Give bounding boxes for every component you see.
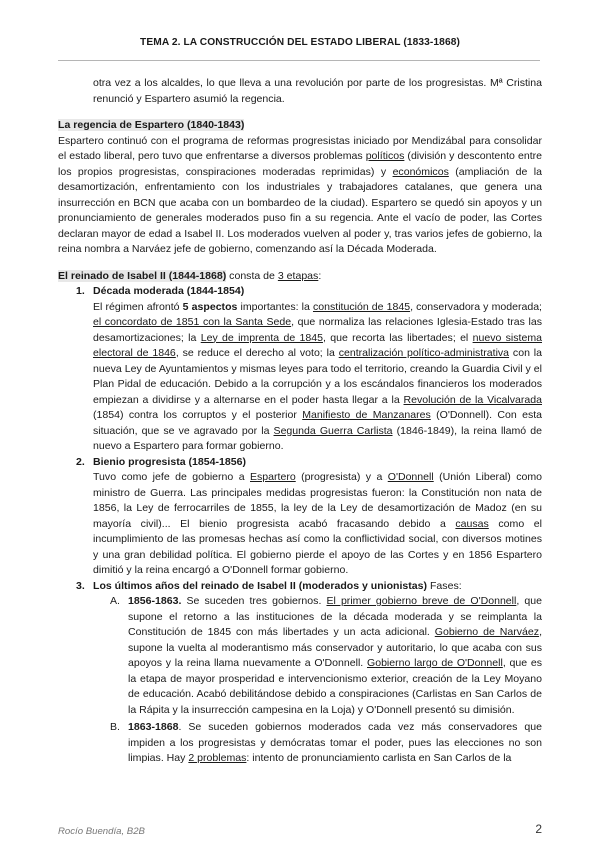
document-body: [58, 76, 542, 767]
header-divider: [58, 60, 540, 61]
fase-paragraph: 1863-1868. Se suceden gobiernos moderados cada vez más conservadores que impiden a los progresistas y demócratas tomar el poder, pues las elecciones no son limpias. Hay 2 problemas: intento de pronunciamiento carlista en San Carlos de la: [128, 721, 542, 764]
etapa-paragraph: El régimen afrontó 5 aspectos importantes: la constitución de 1845, conservadora y moderada; el concordato de 1851 con la Santa Sede, que normaliza las relaciones Iglesia-Estado tras las desamortizaciones; la Ley de imprenta de 1845, que recorta las libertades; el nuevo sistema electoral de 1846, se reduce el derecho al voto; la centralización político-administrativa con la nueva Ley de Ayuntamientos y mismas leyes para todo el territorio, creando la Guardia Civil y el Plan Pidal de educación. Debido a la corrupción y a los escándalos financieros los moderados empiezan a dividirse y a alternarse en el poder hasta llegar a la Revolución de la Vicalvarada (1854) contra los corruptos y el posterior Manifiesto de Manzanares (O'Donnell). Con esta situación, que se ve agravado por la Segunda Guerra Carlista (1846-1849), la reina llamó de nuevo a Espartero para formar gobierno.: [93, 300, 543, 452]
fases-list: [93, 594, 542, 767]
footer-author: Rocío Buendía, B2B: [58, 826, 145, 837]
etapa-title: Bienio progresista (1854-1856): [93, 455, 246, 468]
section-heading-regencia: La regencia de Espartero (1840-1843): [58, 119, 245, 131]
page-number: 2: [535, 822, 542, 836]
fase-paragraph: 1856-1863. Se suceden tres gobiernos. El primer gobierno breve de O'Donnell, que supone el retorno a las instituciones de la década moderada y se reimplanta la Constitución de 1845 con más libertades y un acta adicional. Gobierno de Narváez, supone la vuelta al moderantismo más conservador y autoritario, lo que acaba con sus apoyos y la reina llama nuevamente a O'Donnell. Gobierno largo de O'Donnell, que es la etapa de mayor prosperidad e intervencionismo exterior, creación de la Ley Moyano de educación. Acabó debilitándose debido a conspiraciones (Carlistas en San Carlos de la Rápita y la insurrección campesina en la Loja) y O'Donnell presentó su dimisión.: [128, 595, 542, 716]
etapa-item-1: 1. Década moderada (1844-1854) El régimen afrontó 5 aspectos importantes: la constitución de 1845, conservadora y moderada; el concordato de 1851 con la Santa Sede, que normaliza las relaciones Iglesia-Estado tras las desamortizaciones; la Ley de imprenta de 1845, que recorta las libertades; el nuevo sistema electoral de 1846, se reduce el derecho al voto; la centralización político-administrativa con la nueva Ley de Ayuntamientos y mismas leyes para todo el territorio, creando la Guardia Civil y el Plan Pidal de educación. Debido a la corrupción y a los escándalos financieros los moderados empiezan a dividirse y a alternarse en el poder hasta llegar a la Revolución de la Vicalvarada (1854) contra los corruptos y el posterior Manifiesto de Manzanares (O'Donnell). Con esta situación, que se ve agravado por la Segunda Guerra Carlista (1846-1849), la reina llamó de nuevo a Espartero para formar gobierno.: [58, 284, 542, 455]
etapa-item-2: 2. Bienio progresista (1854-1856) Tuvo como jefe de gobierno a Espartero (progresista) y a O'Donnell (Unión Liberal) como ministro de Guerra. Las principales medidas progresistas fueron: la Constitución non nata de 1856, la Ley de ferrocarriles de 1855, la ley de la Ley de desamortización de Madoz (en su mayoría civil)... El bienio progresista acabó fracasando debido a causas como el incumplimiento de las promesas hechas así como la conflictividad social, con diversos motines y una gran debilidad política. El gobierno pierde el apoyo de las Cortes y en 1856 Espartero dimitió y la reina encargó a O'Donnell formar gobierno.: [58, 455, 542, 579]
section-heading-reinado: El reinado de Isabel II (1844-1868) consta de 3 etapas:: [58, 269, 322, 282]
page-header-title: TEMA 2. LA CONSTRUCCIÓN DEL ESTADO LIBERAL (1833-1868): [140, 37, 460, 48]
intro-paragraph: otra vez a los alcaldes, lo que lleva a una revolución por parte de los progresistas. Mª Cristina renunció y Espartero asumió la regencia.: [93, 77, 542, 105]
etapas-list: [58, 284, 542, 767]
section-regencia: [58, 118, 542, 258]
fase-item-b: B. 1863-1868. Se suceden gobiernos moderados cada vez más conservadores que impiden a los progresistas y demócratas tomar el poder, pues las elecciones no son limpias. Hay 2 problemas: intento de pronunciamiento carlista en San Carlos de la: [93, 720, 542, 767]
fase-item-a: A. 1856-1863. Se suceden tres gobiernos. El primer gobierno breve de O'Donnell, que supone el retorno a las instituciones de la década moderada y se reimplanta la Constitución de 1845 con más libertades y un acta adicional. Gobierno de Narváez, supone la vuelta al moderantismo más conservador y autoritario, lo que acaba con sus apoyos y la reina llama nuevamente a O'Donnell. Gobierno largo de O'Donnell, que es la etapa de mayor prosperidad e intervencionismo exterior, creación de la Ley Moyano de educación. Acabó debilitándose debido a conspiraciones (Carlistas en San Carlos de la Rápita y la insurrección campesina en la Loja) y O'Donnell presentó su dimisión.: [93, 594, 542, 718]
section-reinado: [58, 269, 542, 767]
regencia-paragraph: Espartero continuó con el programa de reformas progresistas iniciado por Mendizábal para consolidar el estado liberal, pero tuvo que enfrentarse a diversos problemas políticos (división y descontento entre los propios progresistas, conspiraciones moderadas reprimidas) y económicos (ampliación de la desamortización, enfrentamiento con los industriales y trabajadores catalanes, que genera una insurrección en BCN que acaba con un bombardeo de la ciudad). Espartero se quedó sin apoyos y un pronunciamiento de generales moderados puso fin a su regencia. Ante el vacío de poder, las Cortes declaran mayor de edad a Isabel II. Los moderados vuelven al poder y, tras varios jefes de gobierno, la reina nombra a Narváez jefe de gobierno, comenzando así la Década Moderada.: [58, 134, 543, 255]
etapa-paragraph: Tuvo como jefe de gobierno a Espartero (progresista) y a O'Donnell (Unión Liberal) como ministro de Guerra. Las principales medidas progresistas fueron: la Constitución non nata de 1856, la Ley de ferrocarriles de 1855, la ley de la Ley de desamortización de Madoz (en su mayoría civil)... El bienio progresista acabó fracasando debido a causas como el incumplimiento de las promesas hechas así como la conflictividad social, con diversos motines y una gran debilidad política. El gobierno pierde el apoyo de las Cortes y en 1856 Espartero dimitió y la reina encargó a O'Donnell formar gobierno.: [93, 471, 542, 576]
etapa-title: Década moderada (1844-1854): [93, 285, 245, 297]
etapa-item-3: 3. Los últimos años del reinado de Isabel II (moderados y unionistas) Fases: A. 1856-1863. Se suceden tres gobiernos. El primer gobierno breve de O'Donnell, que supone el retorno a las instituciones de la década moderada y se reimplanta la Constitución de 1845 con más libertades y un acta adicional. Gobierno de Narváez, supone la vuelta al moderantismo más conservador y autoritario, lo que acaba con sus apoyos y la reina llama nuevamente a O'Donnell. Gobierno largo de O'Donnell, que es la etapa de mayor prosperidad e intervencionismo exterior, creación de la Ley Moyano de educación. Acabó debilitándose debido a conspiraciones (Carlistas en San Carlos de la Rápita y la insurrección campesina en la Loja) y O'Donnell presentó su dimisión. B. 1863-1868. Se suceden gobiernos moderados cada vez más conservadores que impiden a los progresistas y demócratas tomar el poder, pues las elecciones no son limpias. Hay 2 problemas: intento de pronunciamiento carlista en San Carlos de la: [58, 579, 542, 767]
etapa-title: Los últimos años del reinado de Isabel II (moderados y unionistas): [93, 579, 428, 592]
